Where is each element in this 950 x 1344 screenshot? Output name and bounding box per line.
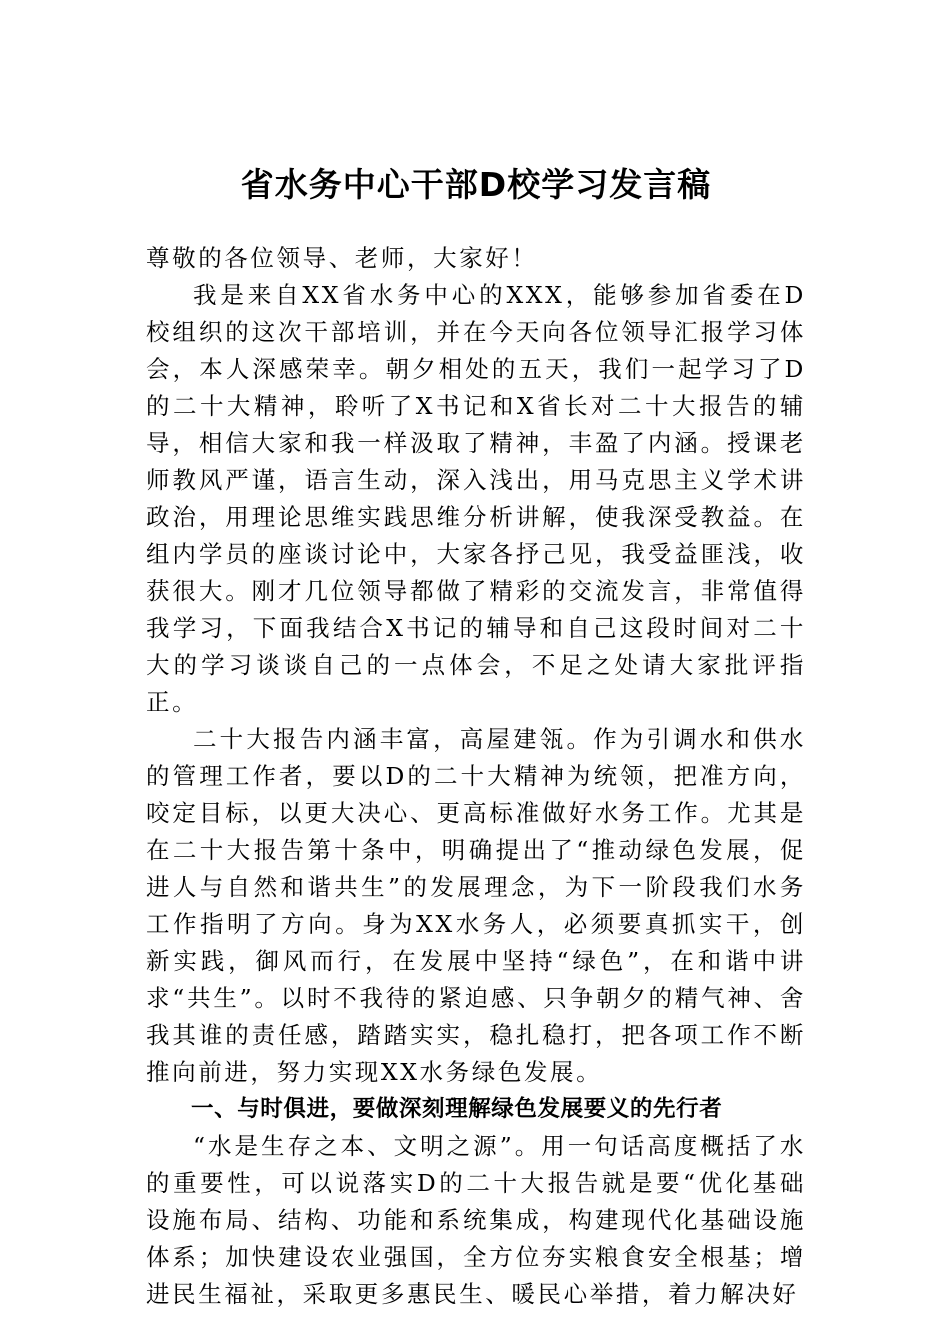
greeting: 尊敬的各位领导、老师，大家好！ <box>146 244 538 272</box>
paragraph-section-one: “水是生存之本、文明之源”。用一句话高度概括了水的重要性，可以说落实D的二十大报告就是要“优化基础设施布局、结构、功能和系统集成，构建现代化基础设施体系；加快建设农业强国，全方位夯实粮食安全根基；增进民生福祉，采取更多惠民生、暖民心举措，着力解决好 <box>146 1132 806 1308</box>
paragraph-intro: 我是来自XX省水务中心的XXX，能够参加省委在D校组织的这次干部培训，并在今天向各位领导汇报学习体会，本人深感荣幸。朝夕相处的五天，我们一起学习了D的二十大精神，聆听了X书记和X省长对二十大报告的辅导，相信大家和我一样汲取了精神，丰盈了内涵。授课老师教风严谨，语言生动，深入浅出，用马克思主义学术讲政治，用理论思维实践思维分析讲解，使我深受教益。在组内学员的座谈讨论中，大家各抒己见，我受益匪浅，收获很大。刚才几位领导都做了精彩的交流发言，非常值得我学习，下面我结合X书记的辅导和自己这段时间对二十大的学习谈谈自己的一点体会，不足之处请大家批评指正。 <box>146 281 806 716</box>
document-title: 省水务中心干部D校学习发言稿 <box>240 165 712 204</box>
section-heading: 一、与时俱进，要做深刻理解绿色发展要义的先行者 <box>191 1096 723 1122</box>
title-spacer <box>146 220 806 240</box>
document-page <box>146 150 806 1313</box>
paragraph-report: 二十大报告内涵丰富，高屋建瓴。作为引调水和供水的管理工作者，要以D的二十大精神为统领，把准方向，咬定目标，以更大决心、更高标准做好水务工作。尤其是在二十大报告第十条中，明确提出了“推动绿色发展，促进人与自然和谐共生”的发展理念，为下一阶段我们水务工作指明了方向。身为XX水务人，必须要真抓实干，创新实践，御风而行，在发展中坚持“绿色”，在和谐中讲求“共生”。以时不我待的紧迫感、只争朝夕的精气神、舍我其谁的责任感，踏踏实实，稳扎稳打，把各项工作不断推向前进，努力实现XX水务绿色发展。 <box>146 725 806 1086</box>
